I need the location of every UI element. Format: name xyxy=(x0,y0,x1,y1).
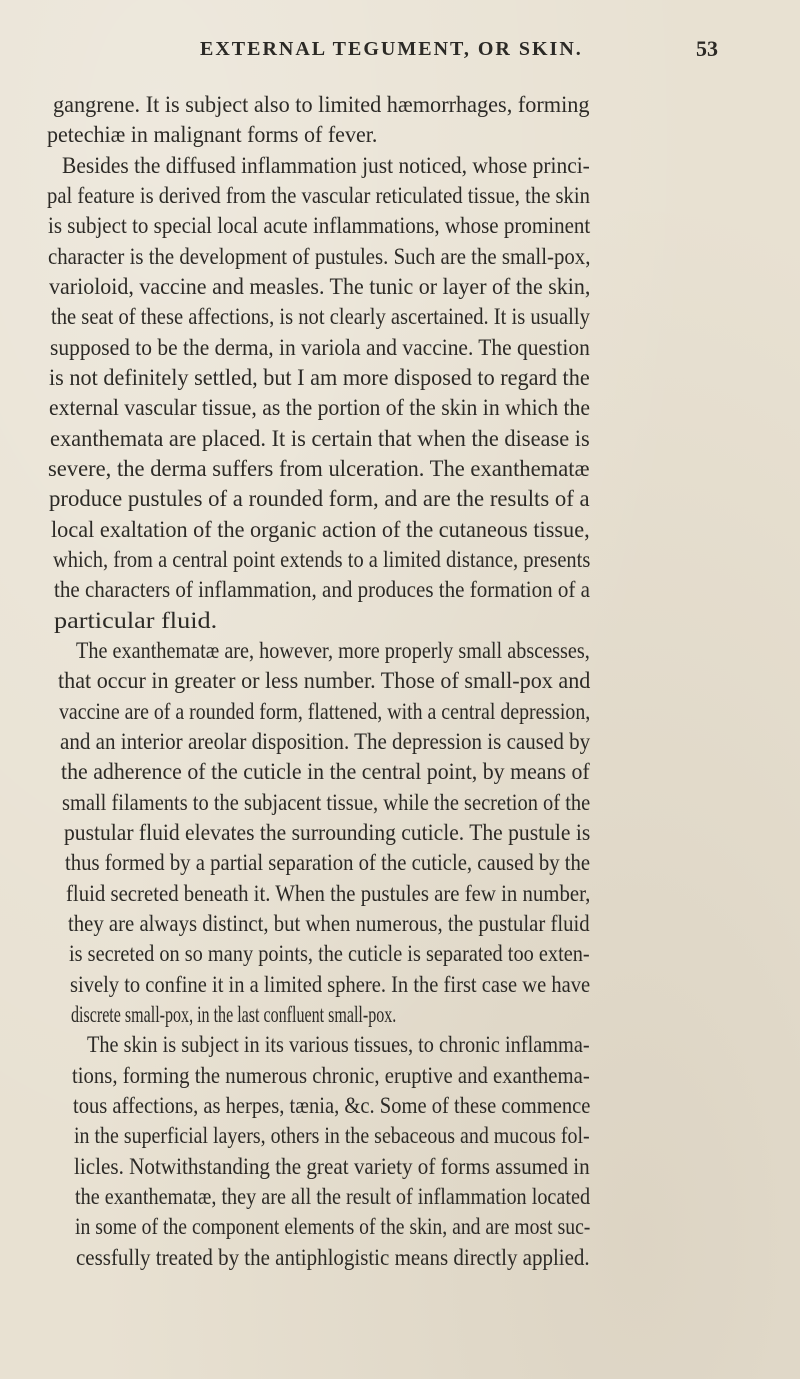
text-line: pal feature is derived from the vascular reticulated tissue, the skin xyxy=(47,182,590,209)
text-line: the characters of inflammation, and produces the formation of a xyxy=(54,577,591,604)
text-line: The skin is subject in its various tissues, to chronic inflamma- xyxy=(87,1032,590,1059)
text-line: produce pustules of a rounded form, and are the results of a xyxy=(49,486,590,513)
text-line: which, from a central point extends to a limited distance, presents xyxy=(53,546,591,573)
text-line: gangrene. It is subject also to limited hæmorrhages, forming xyxy=(53,92,590,118)
text-line: varioloid, vaccine and measles. The tunic or layer of the skin, xyxy=(49,273,591,300)
text-line: external vascular tissue, as the portion of the skin in which the xyxy=(49,395,591,422)
text-line: particular fluid. xyxy=(54,607,218,634)
text-line: exanthemata are placed. It is certain that when the disease is xyxy=(50,425,590,452)
text-line: is not definitely settled, but I am more disposed to regard the xyxy=(49,364,590,391)
text-line: pustular fluid elevates the surrounding cuticle. The pustule is xyxy=(64,819,591,846)
text-line: local exaltation of the organic action of the cutaneous tissue, xyxy=(51,516,590,543)
text-line: the adherence of the cuticle in the central point, by means of xyxy=(61,759,590,786)
text-line: small filaments to the subjacent tissue, while the secretion of the xyxy=(62,789,591,816)
text-line: petechiæ in malignant forms of fever. xyxy=(47,122,378,149)
text-line: character is the development of pustules. Such are the small-pox, xyxy=(48,243,591,270)
text-line: fluid secreted beneath it. When the pustules are few in number, xyxy=(66,880,591,907)
text-line: cessfully treated by the antiphlogistic means directly applied. xyxy=(76,1244,590,1271)
text-line: discrete small-pox, in the last confluent small-pox. xyxy=(71,1001,397,1028)
text-line: thus formed by a partial separation of the cuticle, caused by the xyxy=(65,850,591,877)
text-line: in some of the component elements of the skin, and are most suc- xyxy=(75,1214,591,1241)
text-line: supposed to be the derma, in variola and vaccine. The question xyxy=(50,334,590,361)
text-line: that occur in greater or less number. Those of small-pox and xyxy=(58,668,591,695)
text-line: severe, the derma suffers from ulceration. The exanthematæ xyxy=(48,455,590,482)
page-number: 53 xyxy=(696,36,718,61)
text-line: is secreted on so many points, the cuticle is separated too exten- xyxy=(69,941,590,968)
text-line: tions, forming the numerous chronic, eruptive and exanthema- xyxy=(72,1062,590,1089)
text-line: in the superficial layers, others in the sebaceous and mucous fol- xyxy=(74,1123,590,1150)
running-title: EXTERNAL TEGUMENT, OR SKIN. xyxy=(200,38,583,60)
text-line: vaccine are of a rounded form, flattened, with a central depression, xyxy=(59,698,591,725)
text-line: and an interior areolar disposition. The depression is caused by xyxy=(60,728,591,755)
text-line: licles. Notwithstanding the great variety of forms assumed in xyxy=(74,1153,590,1180)
text-line: they are always distinct, but when numerous, the pustular fluid xyxy=(68,910,590,937)
text-line: tous affections, as herpes, tænia, &c. Some of these commence xyxy=(73,1092,591,1119)
text-line: The exanthematæ are, however, more properly small abscesses, xyxy=(76,637,590,664)
text-line: the exanthematæ, they are all the result of inflammation located xyxy=(75,1183,591,1210)
text-line: is subject to special local acute inflammations, whose prominent xyxy=(48,213,591,240)
text-line: Besides the diffused inflammation just noticed, whose princi- xyxy=(62,152,590,179)
text-line: sively to confine it in a limited sphere. In the first case we have xyxy=(70,971,591,998)
text-line: the seat of these affections, is not clearly ascertained. It is usually xyxy=(51,304,590,331)
